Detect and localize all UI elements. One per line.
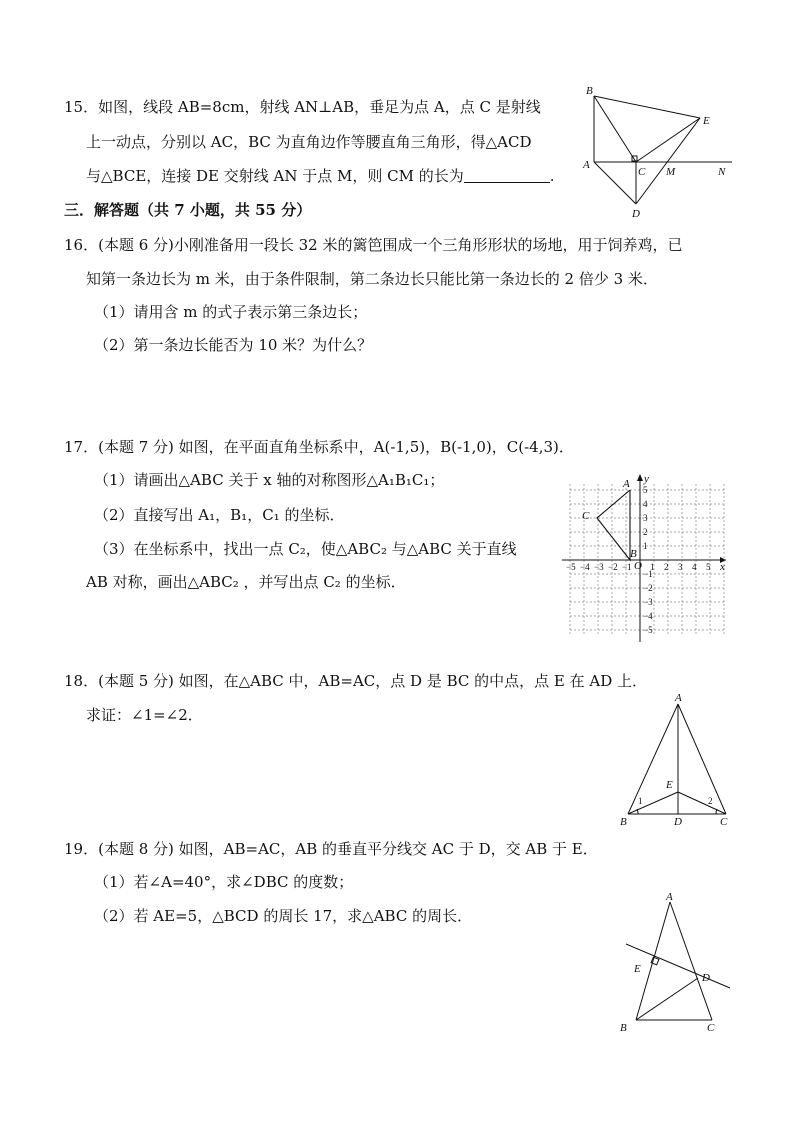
- q19-line-1: 19．(本题 8 分) 如图，AB=AC，AB 的垂直平分线交 AC 于 D，交 AB 于 E．: [64, 840, 598, 858]
- q19-figure: [614, 888, 744, 1038]
- q15-line-1: 15．如图，线段 AB=8cm，射线 AN⊥AB，垂足为点 A，点 C 是射线: [64, 98, 541, 116]
- q18-label-d: D: [674, 816, 682, 828]
- q19-label-c: C: [707, 1022, 715, 1034]
- q17-label-c: C: [582, 510, 590, 522]
- x-tick-label: 5: [706, 562, 711, 572]
- q18-line-2: 求证：∠1=∠2．: [86, 706, 203, 724]
- y-tick-label: −2: [643, 583, 653, 593]
- q17-label-b: B: [630, 548, 637, 560]
- q17-sub-2: （2）直接写出 A₁，B₁，C₁ 的坐标．: [94, 506, 345, 524]
- y-tick-label: 1: [643, 541, 648, 551]
- q18-line-1: 18．(本题 5 分) 如图，在△ABC 中，AB=AC，点 D 是 BC 的中点，点 E 在 AD 上．: [64, 672, 648, 690]
- y-tick-label: 4: [643, 499, 648, 509]
- q19-sub-2: （2）若 AE=5，△BCD 的周长 17，求△ABC 的周长．: [94, 907, 473, 925]
- q16-sub-2: （2）第一条边长能否为 10 米？为什么？: [94, 336, 373, 354]
- q17-label-a: A: [623, 478, 630, 490]
- q19-label-e: E: [634, 963, 641, 975]
- x-tick-label: −5: [566, 562, 576, 572]
- q17-sub-3b: AB 对称，画出△ABC₂ ，并写出点 C₂ 的坐标．: [86, 573, 406, 591]
- y-tick-label: −4: [643, 611, 653, 621]
- q17-label-x: x: [720, 561, 725, 573]
- q18-figure: [614, 690, 744, 830]
- q17-coordinate-grid: [560, 472, 732, 644]
- x-tick-label: 3: [678, 562, 683, 572]
- q15-line-3-text: 与△BCE，连接 DE 交射线 AN 于点 M，则 CM 的长为: [86, 167, 464, 185]
- q15-label-a: A: [583, 159, 590, 171]
- q18-label-a: A: [675, 692, 682, 704]
- x-tick-label: 1: [650, 562, 655, 572]
- x-tick-label: −4: [580, 562, 590, 572]
- x-tick-label: 2: [664, 562, 669, 572]
- section-3-heading: 三．解答题（共 7 小题，共 55 分）: [64, 201, 312, 219]
- q17-label-y: y: [644, 473, 649, 485]
- q15-label-n: N: [718, 166, 726, 178]
- q15-label-e: E: [703, 115, 710, 127]
- q17-label-o: O: [634, 560, 642, 572]
- q15-line-3-end: .: [549, 167, 555, 185]
- q17-sub-1: （1）请画出△ABC 关于 x 轴的对称图形△A₁B₁C₁；: [94, 471, 445, 489]
- q18-label-b: B: [620, 816, 627, 828]
- y-tick-label: 5: [643, 485, 648, 495]
- q18-label-e: E: [666, 779, 673, 791]
- x-tick-label: −1: [622, 562, 632, 572]
- q19-label-b: B: [620, 1022, 627, 1034]
- q19-label-a: A: [666, 891, 673, 903]
- y-tick-label: −1: [643, 569, 653, 579]
- y-tick-label: −5: [643, 625, 653, 635]
- x-tick-label: −3: [594, 562, 604, 572]
- q16-sub-1: （1）请用含 m 的式子表示第三条边长；: [94, 303, 368, 321]
- q18-label-c: C: [720, 816, 728, 828]
- q15-label-c: C: [638, 166, 646, 178]
- q17-line-1: 17．(本题 7 分) 如图，在平面直角坐标系中，A(-1,5)，B(-1,0)，C(-4,3)．: [64, 438, 574, 456]
- q15-answer-blank: [464, 167, 550, 183]
- x-tick-label: −2: [608, 562, 618, 572]
- q19-label-d: D: [702, 972, 710, 984]
- q15-label-m: M: [666, 166, 676, 178]
- q15-figure: [580, 82, 740, 222]
- q16-line-2: 知第一条边长为 m 米，由于条件限制，第二条边长只能比第一条边长的 2 倍少 3 米．: [86, 270, 658, 288]
- q16-line-1: 16．(本题 6 分)小刚准备用一段长 32 米的篱笆围成一个三角形形状的场地，用于饲养鸡，已: [64, 236, 683, 254]
- y-tick-label: −3: [643, 597, 653, 607]
- q15-line-3: [86, 166, 555, 186]
- q17-sub-3a: （3）在坐标系中，找出一点 C₂，使△ABC₂ 与△ABC 关于直线: [94, 540, 517, 558]
- q19-sub-1: （1）若∠A=40°，求∠DBC 的度数；: [94, 873, 354, 891]
- x-tick-label: 4: [692, 562, 697, 572]
- q18-angle-1: 1: [638, 796, 643, 806]
- y-tick-label: 3: [643, 513, 648, 523]
- q15-label-d: D: [632, 208, 640, 220]
- q15-label-b: B: [586, 85, 593, 97]
- y-tick-label: 2: [643, 527, 648, 537]
- q18-angle-2: 2: [708, 796, 713, 806]
- q15-line-2: 上一动点，分别以 AC，BC 为直角边作等腰直角三角形，得△ACD: [86, 133, 532, 151]
